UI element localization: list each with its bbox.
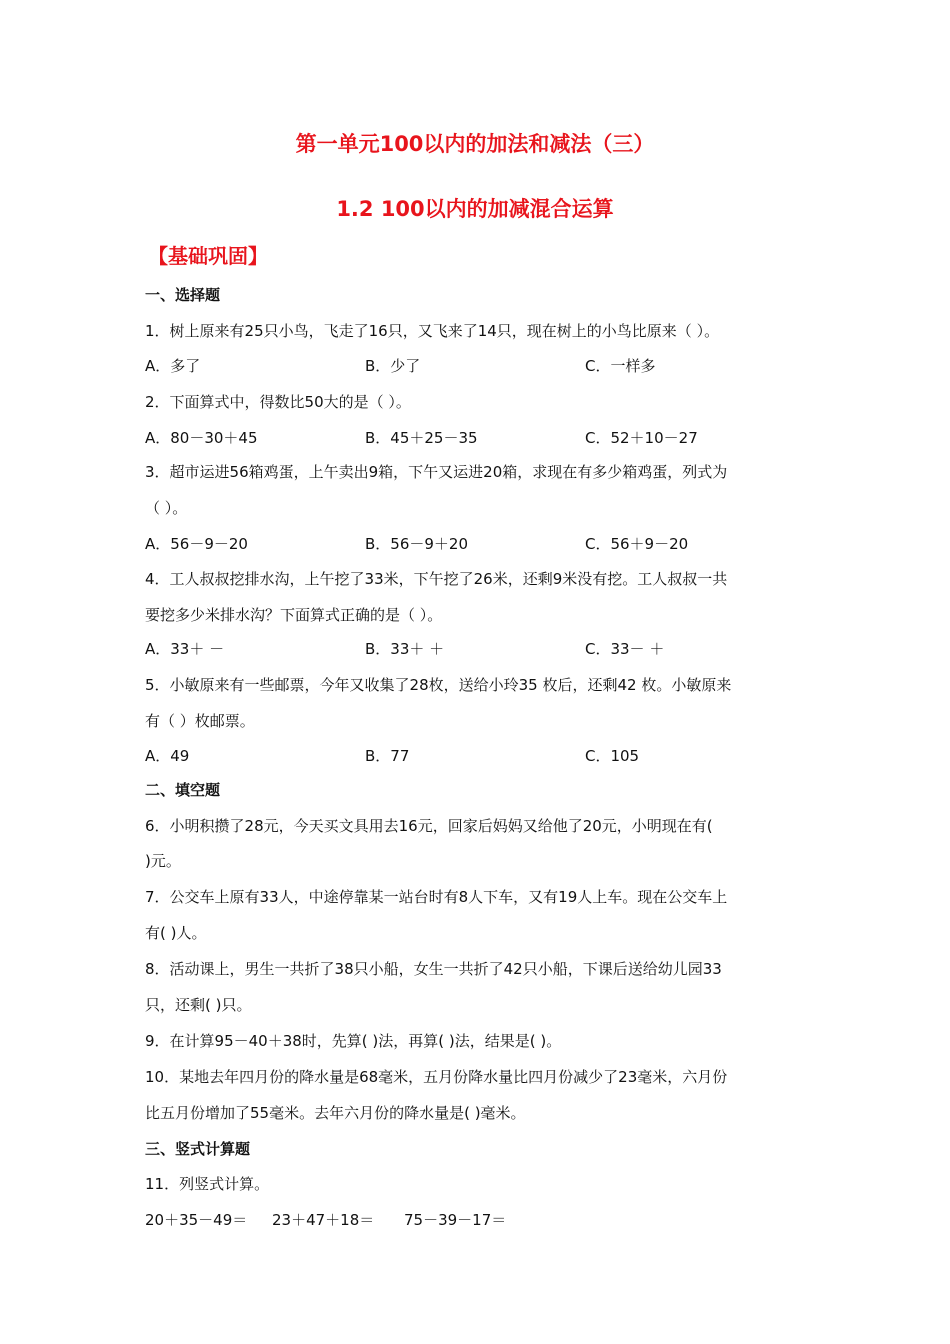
- q2-option-a: A．80－30＋45: [145, 429, 258, 447]
- part3-heading: 三、竖式计算题: [145, 1140, 251, 1158]
- question-7-line2: 有( )人。: [145, 924, 207, 942]
- question-10-line2: 比五月份增加了55毫米。去年六月份的降水量是( )毫米。: [145, 1104, 526, 1122]
- expression-1: 20＋35－49＝: [145, 1211, 248, 1229]
- question-8-line1: 8．活动课上，男生一共折了38只小船，女生一共折了42只小船，下课后送给幼儿园33: [145, 960, 722, 978]
- part1-heading: 一、选择题: [145, 286, 221, 304]
- question-5-line2: 有（ ）枚邮票。: [145, 712, 255, 730]
- question-4-line1: 4．工人叔叔挖排水沟，上午挖了33米，下午挖了26米，还剩9米没有挖。工人叔叔一共: [145, 570, 728, 588]
- question-1: 1．树上原来有25只小鸟，飞走了16只，又飞来了14只，现在树上的小鸟比原来（ ）。: [145, 322, 720, 340]
- q3-option-b: B．56－9＋20: [365, 535, 469, 553]
- lesson-subtitle: 1.2 100以内的加减混合运算: [336, 197, 614, 221]
- question-9: 9．在计算95－40＋38时，先算( )法，再算( )法，结果是( )。: [145, 1032, 562, 1050]
- question-10-line1: 10．某地去年四月份的降水量是68毫米，五月份降水量比四月份减少了23毫米，六月份: [145, 1068, 728, 1086]
- q2-option-b: B．45＋25－35: [365, 429, 478, 447]
- q3-option-a: A．56－9－20: [145, 535, 248, 553]
- q1-option-b: B．少了: [365, 357, 421, 375]
- question-2: 2．下面算式中，得数比50大的是（ ）。: [145, 393, 411, 411]
- part2-heading: 二、填空题: [145, 781, 221, 799]
- question-7-line1: 7．公交车上原有33人，中途停靠某一站台时有8人下车，又有19人上车。现在公交车上: [145, 888, 728, 906]
- q5-option-c: C．105: [585, 747, 640, 765]
- question-5-line1: 5．小敏原来有一些邮票，今年又收集了28枚，送给小玲35 枚后，还剩42 枚。小敏原来: [145, 676, 732, 694]
- q2-option-c: C．52＋10－27: [585, 429, 698, 447]
- q4-option-a: A．33＋ －: [145, 640, 225, 658]
- q5-option-b: B．77: [365, 747, 410, 765]
- expression-3: 75－39－17＝: [404, 1211, 507, 1229]
- question-3-line1: 3．超市运进56箱鸡蛋，上午卖出9箱，下午又运进20箱，求现在有多少箱鸡蛋，列式为: [145, 463, 728, 481]
- question-6-line1: 6．小明积攒了28元，今天买文具用去16元，回家后妈妈又给他了20元，小明现在有(: [145, 817, 713, 835]
- expression-2: 23＋47＋18＝: [272, 1211, 375, 1229]
- unit-title: 第一单元100以内的加法和减法（三）: [295, 132, 655, 156]
- q1-option-a: A．多了: [145, 357, 201, 375]
- q4-option-b: B．33＋ ＋: [365, 640, 445, 658]
- q4-option-c: C．33－ ＋: [585, 640, 665, 658]
- question-6-line2: )元。: [145, 852, 181, 870]
- q5-option-a: A．49: [145, 747, 190, 765]
- question-3-line2: （ ）。: [145, 499, 188, 517]
- q3-option-c: C．56＋9－20: [585, 535, 689, 553]
- question-11: 11．列竖式计算。: [145, 1175, 270, 1193]
- section-label: 【基础巩固】: [148, 244, 268, 268]
- question-8-line2: 只，还剩( )只。: [145, 996, 252, 1014]
- question-4-line2: 要挖多少米排水沟？下面算式正确的是（ ）。: [145, 606, 443, 624]
- q1-option-c: C．一样多: [585, 357, 656, 375]
